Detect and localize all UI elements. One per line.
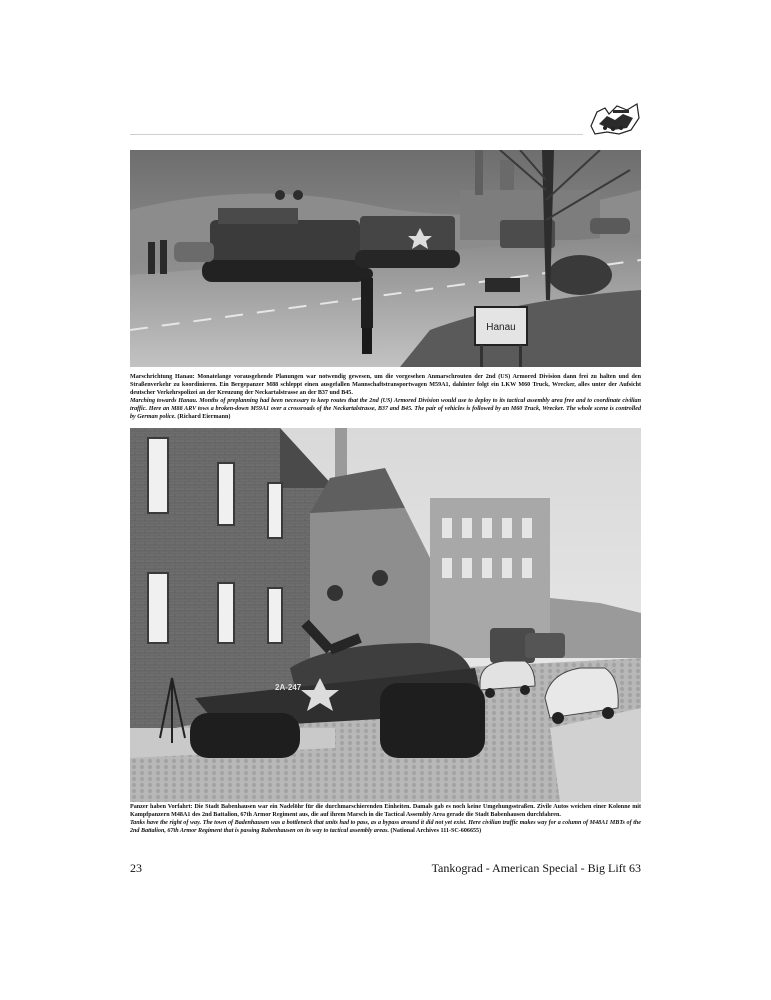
m59a1-apc (355, 216, 460, 268)
svg-text:Hanau: Hanau (486, 322, 516, 333)
photo-credit: (Richard Eiermann) (177, 413, 231, 420)
caption-german: Marschrichtung Hanau: Monatelange vorausgehende Planungen war notwendig gewesen, um die vorgesehen Anmarschrouten der 2nd (US) Armored Division dann frei zu halten und den Straßenverkehr zu koordinieren. Ein Bergepanzer M88 schleppt einen ausgefallen Mannschaftstransportwagen M59A1, dahinter folgt ein LKW M60 Truck, Wrecker, alles unter der Aufsicht deutscher Verkehrspolizei an der Kreuzung der Neckartalstrasse an der B37 und B45. (130, 374, 641, 396)
page-number: 23 (130, 861, 142, 875)
svg-text:2A-247: 2A-247 (275, 683, 302, 692)
photo1-caption (130, 374, 641, 421)
running-title: Tankograd - American Special - Big Lift 63 (431, 861, 641, 875)
photo-credit: (National Archives 111-SC-606655) (390, 827, 482, 834)
photo-m48a1-babenhausen (130, 428, 641, 802)
photo-m88-hanau (130, 150, 641, 367)
publisher-logo (587, 100, 641, 136)
photo2-caption (130, 804, 641, 836)
header-rule (130, 134, 583, 135)
caption-english: Tanks have the right of way. The town of Badenhausen was a bottleneck that units had to pass, as a bypass around it did not yet exist. Here civilian traffic makes way for a column of M48A1 MBTs of the 2nd Battalion, 67th Armor Regiment that is passing Rabenhausen on its way to tactical assembly areas. (National Archives 111-SC-606655) (130, 819, 641, 834)
caption-german: Panzer haben Vorfahrt: Die Stadt Babenhausen war ein Nadelöhr für die durchmarschierenden Einheiten. Damals gab es noch keine Umgehungsstraßen. Zivile Autos weichen einer Kolonne mit Kampfpanzern M48A1 des 2nd Battalion, 67th Armor Regiment aus, die auf ihrem Marsch in die Tactical Assembly Area gerade die Stadt Babenhausen durchfahren. (130, 804, 641, 818)
caption-english: Marching towards Hanau. Months of preplanning had been necessary to keep routes that the 2nd (US) Armored Division would use to deploy to its tactical assembly area free and to coordinate civilian traffic. Here an M88 ARV tows a broken-down M59A1 over a crossroads of the Neckartalstrasse, B37 and B45. The pair of vehicles is followed by an M60 Truck, Wrecker. The whole scene is controlled by German police. (Richard Eiermann) (130, 397, 641, 420)
german-policeman (361, 268, 373, 354)
